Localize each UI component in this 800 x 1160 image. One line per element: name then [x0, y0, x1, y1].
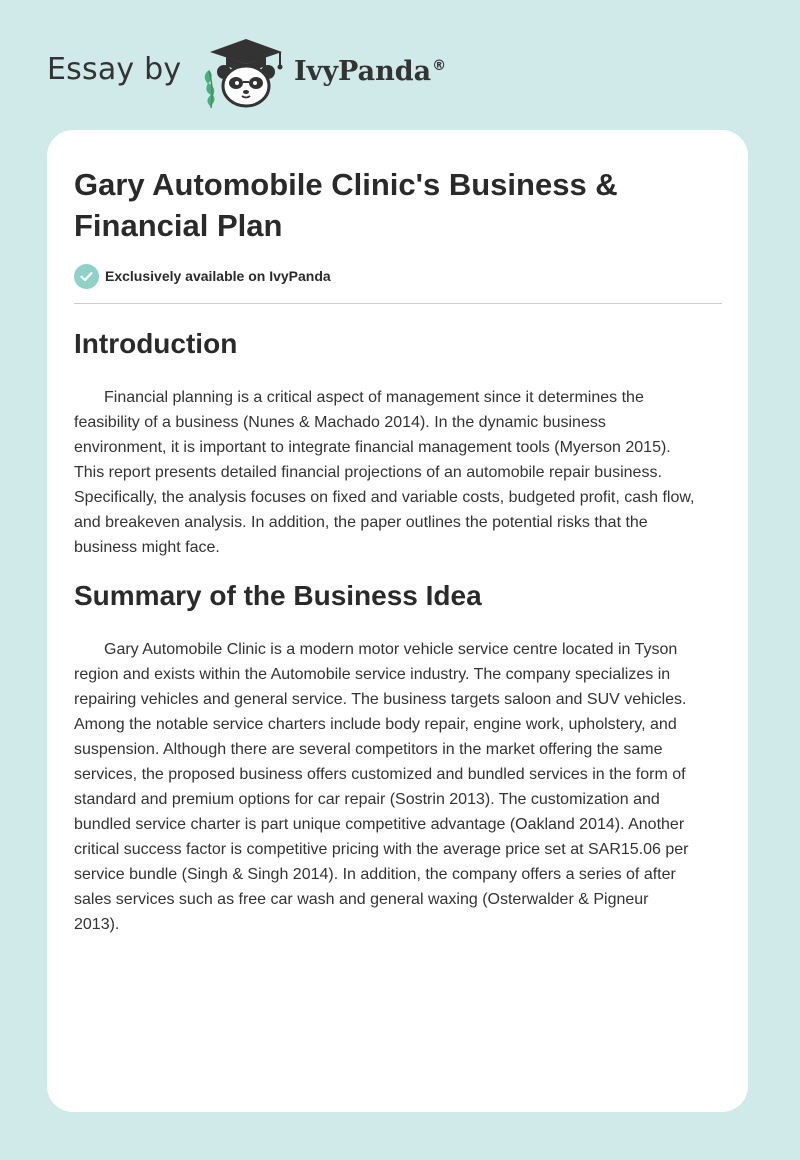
- text-line: bundled service charter is part unique competitive advantage (Oakland 2014). Another: [74, 816, 685, 833]
- text-line: business might face.: [74, 539, 220, 556]
- summary-paragraph: [74, 637, 734, 937]
- section-heading-introduction: Introduction: [74, 328, 238, 359]
- section-heading-summary: Summary of the Business Idea: [74, 580, 482, 611]
- text-line: Financial planning is a critical aspect of management since it determines the: [104, 389, 644, 406]
- text-line: environment, it is important to integrate financial management tools (Myerson 2015).: [74, 439, 671, 456]
- text-line: Among the notable service charters include body repair, engine work, upholstery, and: [74, 716, 677, 733]
- title-line: Financial Plan: [74, 208, 283, 243]
- text-line: 2013).: [74, 916, 120, 933]
- text-line: and breakeven analysis. In addition, the paper outlines the potential risks that the: [74, 514, 648, 531]
- text-line: service bundle (Singh & Singh 2014). In addition, the company offers a series of after: [74, 866, 676, 883]
- brand-label: IvyPanda: [294, 56, 432, 87]
- check-icon: [74, 264, 99, 289]
- site-header: [47, 32, 487, 112]
- text-line: This report presents detailed financial projections of an automobile repair business.: [74, 464, 662, 481]
- badge-text: Exclusively available on IvyPanda: [105, 268, 331, 284]
- text-line: Specifically, the analysis focuses on fixed and variable costs, budgeted profit, cash flow,: [74, 489, 695, 506]
- registered-mark: ®: [432, 58, 447, 74]
- text-line: repairing vehicles and general service. The business targets saloon and SUV vehicles.: [74, 691, 687, 708]
- text-line: services, the proposed business offers customized and bundled services in the form of: [74, 766, 686, 783]
- panda-graduate-icon[interactable]: [200, 36, 292, 110]
- brand-name[interactable]: [294, 56, 446, 87]
- text-line: region and exists within the Automobile service industry. The company specializes in: [74, 666, 671, 683]
- text-line: feasibility of a business (Nunes & Machado 2014). In the dynamic business: [74, 414, 606, 431]
- page-title: [74, 164, 714, 246]
- introduction-paragraph: [74, 385, 734, 560]
- exclusive-badge: [74, 263, 331, 289]
- text-line: suspension. Although there are several competitors in the market offering the same: [74, 741, 663, 758]
- text-line: Gary Automobile Clinic is a modern motor vehicle service centre located in Tyson: [104, 641, 678, 658]
- text-line: sales services such as free car wash and general waxing (Osterwalder & Pigneur: [74, 891, 649, 908]
- article-card: [47, 130, 748, 1112]
- essay-by-label: Essay by: [47, 52, 182, 87]
- text-line: standard and premium options for car repair (Sostrin 2013). The customization and: [74, 791, 660, 808]
- text-line: critical success factor is competitive pricing with the average price set at SAR15.06 per: [74, 841, 689, 858]
- title-line: Gary Automobile Clinic's Business &: [74, 167, 618, 202]
- divider: [74, 303, 722, 304]
